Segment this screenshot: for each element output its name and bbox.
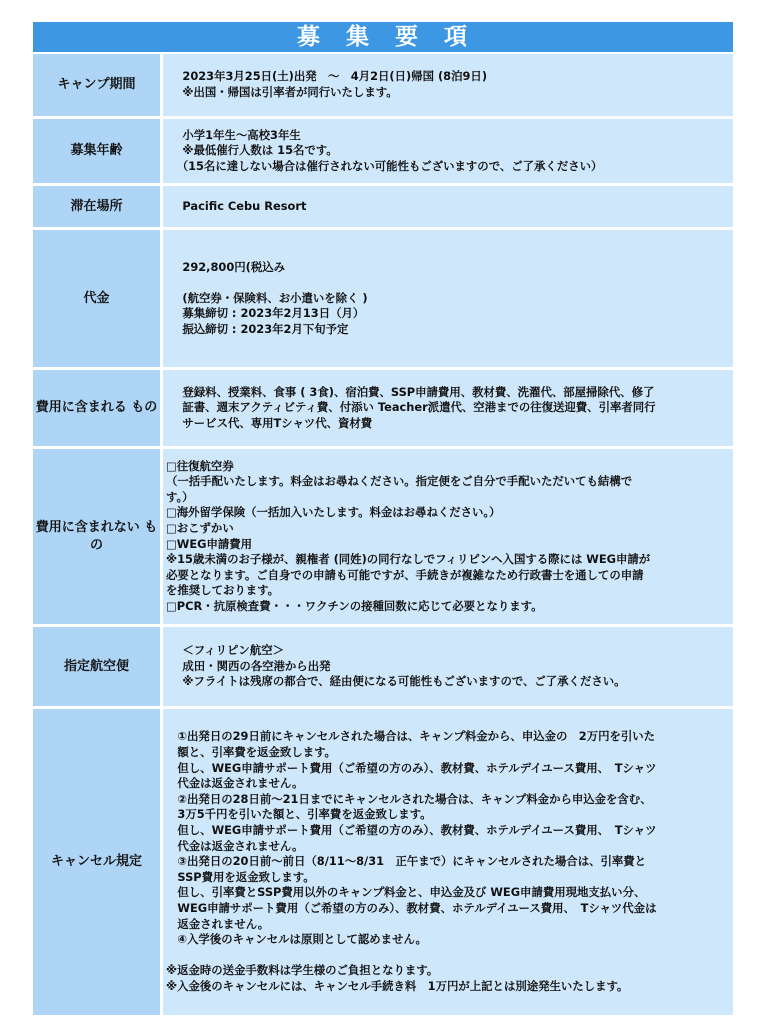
row-content: Pacific Cebu Resort (171, 198, 307, 213)
row-label: 費用に含まれる もの (33, 370, 163, 446)
table-row-cancellation (33, 709, 733, 1018)
row-content: ①出発日の29日前にキャンセルされた場合は、キャンプ料金から、申込金の 2万円を引いた 額と、引率費を返金致します。 但し、WEG申請サポート費用（ご希望の方のみ）、教材費、ホテルデイユース費用、 Tシャツ 代金は返金されません。 ②出発日の28日前～21日までにキャンセルされた場合は、キャンプ料金から申込金を含む、 3万5千円を引いた額と、引率費を返金致します。 但し、WEG申請サポート費用（ご希望の方のみ）、教材費、ホテルデイユース費用、 Tシャツ 代金は返金されません。 ③出発日の20日前～前日（8/11～8/31 正午まで）にキャンセルされた場合は、引率費と SSP費用を返金致します。 但し、引率費とSSP費用以外のキャンプ料金と、申込金及び WEG申請費用現地支払い分、 WEG申請サポート費用（ご希望の方のみ）、教材費、ホテルデイユース費用、 Tシャツ代金は 返金されません。 ④入学後のキャンセルは原則として認めません。 ※返金時の送金手数料は学生様のご負担となります。 ※入金後のキャンセルには、キャンセル手続き料 1万円が上記とは別途発生いたします。 (166, 729, 657, 993)
row-label: キャンセル規定 (33, 709, 163, 1015)
table-row-price (33, 230, 733, 370)
table-row-flight (33, 627, 733, 709)
row-content: 登録料、授業料、食事 ( 3食)、宿泊費、SSP申請費用、教材費、洗濯代、部屋掃除代、修了 証書、週末アクティビティ費、付添い Teacher派遣代、空港までの往復送迎費、引率者同行 サービス代、専用Tシャツ代、資材費 (171, 384, 656, 430)
row-label: 募集年齢 (33, 119, 163, 183)
table-row-camp-period (33, 54, 733, 119)
row-content: 小学1年生～高校3年生 ※最低催行人数は 15名です。 （15名に達しない場合は催行されない可能性もございますので、ご了承ください） (171, 127, 603, 173)
row-content: 292,800円(税込み (航空券・保険料、お小遣いを除く ) 募集締切 : 2023年2月13日（月） 振込締切 : 2023年2月下旬予定 (171, 259, 368, 336)
recruitment-table (33, 54, 733, 1018)
page-title: 募 集 要 項 (33, 22, 733, 52)
row-content: □往復航空券 （一括手配いたします。料金はお尋ねください。指定便をご自分で手配いただいても結構で す。） □海外留学保険（一括加入いたします。料金はお尋ねください。） □おこずかい □WEG申請費用 ※15歳未満のお子様が、親権者 (同姓)の同行なしでフィリピンへ入国する際には WEG申請が 必要となります。ご自身での申請も可能ですが、手続きが複雑なため行政書士を通しての申請 を推奨しております。 □PCR・抗原検査費・・・ワクチンの接種回数に応じて必要となります。 (166, 458, 651, 613)
row-label: 滞在場所 (33, 186, 163, 227)
row-content: ＜フィリピン航空＞ 成田・関西の各空港から出発 ※フライトは残席の都合で、経由便になる可能性もございますので、ご了承ください。 (171, 643, 626, 689)
row-label: 費用に含まれない もの (33, 449, 163, 624)
row-content: 2023年3月25日(土)出発 ～ 4月2日(日)帰国 (8泊9日) ※出国・帰国は引率者が同行いたします。 (171, 69, 488, 99)
table-row-included (33, 370, 733, 449)
table-row-not-included (33, 449, 733, 627)
row-label: 指定航空便 (33, 627, 163, 706)
table-row-location (33, 186, 733, 230)
row-label: 代金 (33, 230, 163, 367)
table-row-age (33, 119, 733, 186)
row-label: キャンプ期間 (33, 54, 163, 116)
